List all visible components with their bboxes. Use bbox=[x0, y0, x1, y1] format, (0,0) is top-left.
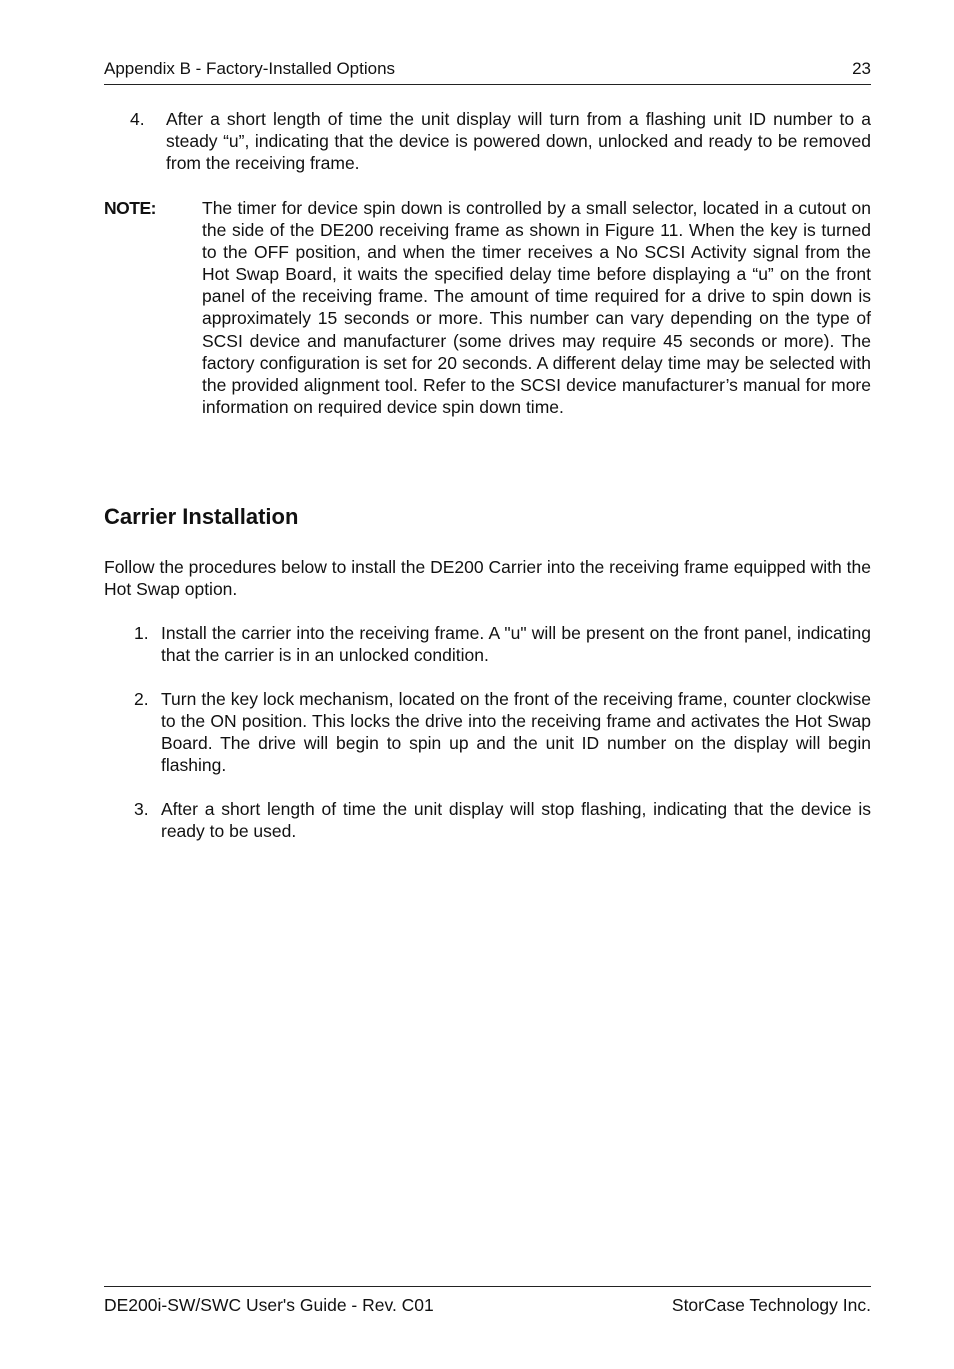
step-number: 2. bbox=[134, 689, 149, 709]
list-item-step-1 bbox=[104, 622, 871, 666]
step-number: 3. bbox=[134, 799, 149, 819]
list-item-step-4 bbox=[104, 108, 871, 174]
note-text: The timer for device spin down is controlled by a small selector, located in a cutout on the side of the DE200 receiving frame as shown in Figure 11. When the key is turned to the OFF position, and when the timer receives a No SCSI Activity signal from the Hot Swap Board, it waits the specified delay time before displaying a “u” on the front panel of the receiving frame. The amount of time required for a drive to spin down is approximately 15 seconds or more. This number can vary depending on the type of SCSI device and manufacturer (some drives may require 45 seconds or more). The factory configuration is set for 20 seconds. A different delay time may be selected with the provided alignment tool. Refer to the SCSI device manufacturer’s manual for more information on required device spin down time. bbox=[202, 198, 871, 417]
page-header bbox=[104, 58, 871, 85]
section-intro: Follow the procedures below to install the DE200 Carrier into the receiving frame equipped with the Hot Swap option. bbox=[104, 557, 871, 599]
procedure-list bbox=[104, 622, 871, 864]
step-text: After a short length of time the unit display will turn from a flashing unit ID number to a steady “u”, indicating that the device is powered down, unlocked and ready to be removed from the receiving frame. bbox=[166, 109, 871, 173]
step-number: 4. bbox=[130, 109, 145, 129]
header-section-title: Appendix B - Factory-Installed Options bbox=[104, 59, 396, 78]
footer-document-title: DE200i-SW/SWC User's Guide - Rev. C01 bbox=[104, 1295, 434, 1315]
section-heading: Carrier Installation bbox=[104, 504, 299, 529]
page-footer bbox=[104, 1286, 871, 1323]
step-text: Turn the key lock mechanism, located on the front of the receiving frame, counter clockwise to the ON position. This locks the drive into the receiving frame and activates the Hot Swap Board. The drive will begin to spin up and the unit ID number on the display will begin flashing. bbox=[161, 689, 871, 775]
step-text: Install the carrier into the receiving frame. A "u" will be present on the front panel, indicating that the carrier is in an unlocked condition. bbox=[161, 623, 871, 665]
header-page-number: 23 bbox=[852, 59, 871, 78]
footer-company-name: StorCase Technology Inc. bbox=[671, 1295, 871, 1315]
step-text: After a short length of time the unit display will stop flashing, indicating that the device is ready to be used. bbox=[161, 799, 871, 841]
list-item-step-2 bbox=[104, 688, 871, 776]
list-item-step-3 bbox=[104, 798, 871, 842]
step-number: 1. bbox=[134, 623, 149, 643]
note-label: NOTE: bbox=[104, 198, 156, 218]
note-block bbox=[104, 197, 871, 418]
